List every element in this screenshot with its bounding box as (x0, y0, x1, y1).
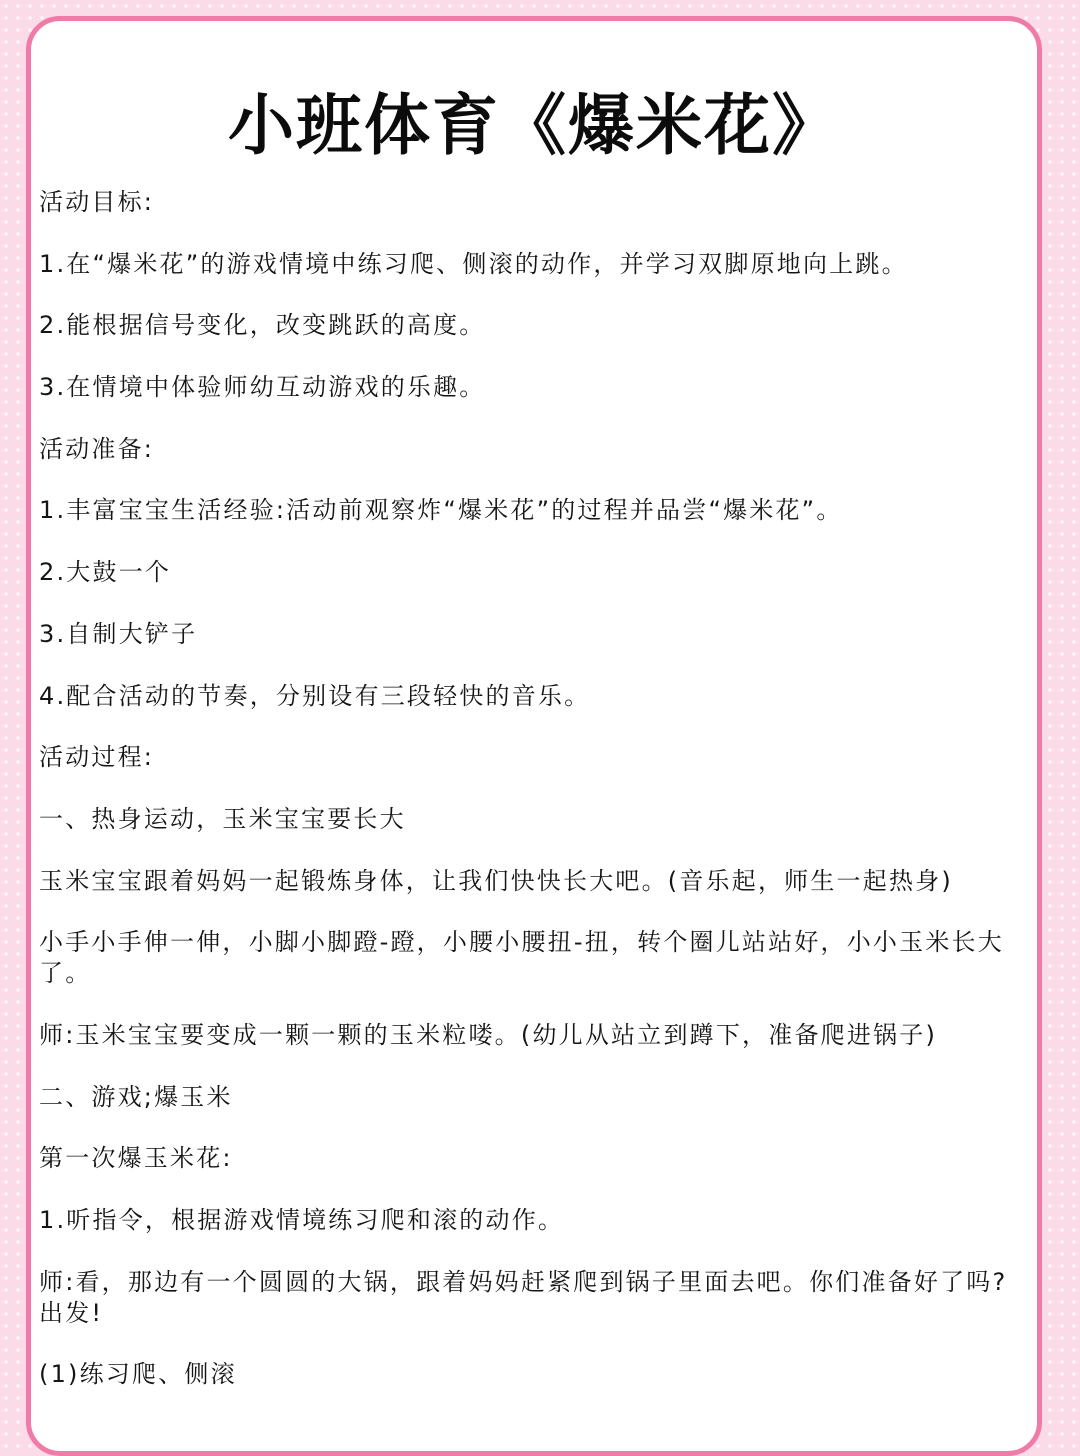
paragraph: 1.在“爆米花”的游戏情境中练习爬、侧滚的动作，并学习双脚原地向上跳。 (39, 249, 908, 278)
paragraph: 一、热身运动，玉米宝宝要长大 (39, 804, 406, 833)
paragraph: 师:玉米宝宝要变成一颗一颗的玉米粒喽。(幼儿从站立到蹲下，准备爬进锅子) (39, 1020, 938, 1049)
paragraph: 1.丰富宝宝生活经验:活动前观察炸“爆米花”的过程并品尝“爆米花”。 (39, 496, 843, 525)
section-heading-process: 活动过程: (39, 743, 155, 772)
paragraph: 玉米宝宝跟着妈妈一起锻炼身体，让我们快快长大吧。(音乐起，师生一起热身) (39, 866, 953, 895)
document-body (39, 187, 1029, 1390)
paragraph: 2.大鼓一个 (39, 558, 172, 587)
paragraph: (1)练习爬、侧滚 (39, 1360, 237, 1389)
paragraph: 师:看，那边有一个圆圆的大锅，跟着妈妈赶紧爬到锅子里面去吧。你们准备好了吗?出发! (39, 1267, 1008, 1327)
paragraph: 2.能根据信号变化，改变跳跃的高度。 (39, 311, 486, 340)
section-heading-goals: 活动目标: (39, 188, 155, 216)
paragraph: 1.听指令，根据游戏情境练习爬和滚的动作。 (39, 1206, 565, 1234)
paragraph: 4.配合活动的节奏，分别设有三段轻快的音乐。 (39, 681, 591, 710)
paragraph: 第一次爆玉米花: (39, 1144, 233, 1173)
paragraph: 3.自制大铲子 (39, 619, 198, 648)
section-heading-preparation: 活动准备: (39, 434, 155, 463)
paragraph: 二、游戏;爆玉米 (39, 1082, 233, 1111)
document-card (26, 16, 1042, 1456)
page-title: 小班体育《爆米花》 (228, 86, 840, 164)
paragraph: 小手小手伸一伸，小脚小脚蹬-蹬，小腰小腰扭-扭，转个圈儿站站好，小小玉米长大了。 (39, 928, 1004, 988)
paragraph: 3.在情境中体验师幼互动游戏的乐趣。 (39, 373, 486, 402)
